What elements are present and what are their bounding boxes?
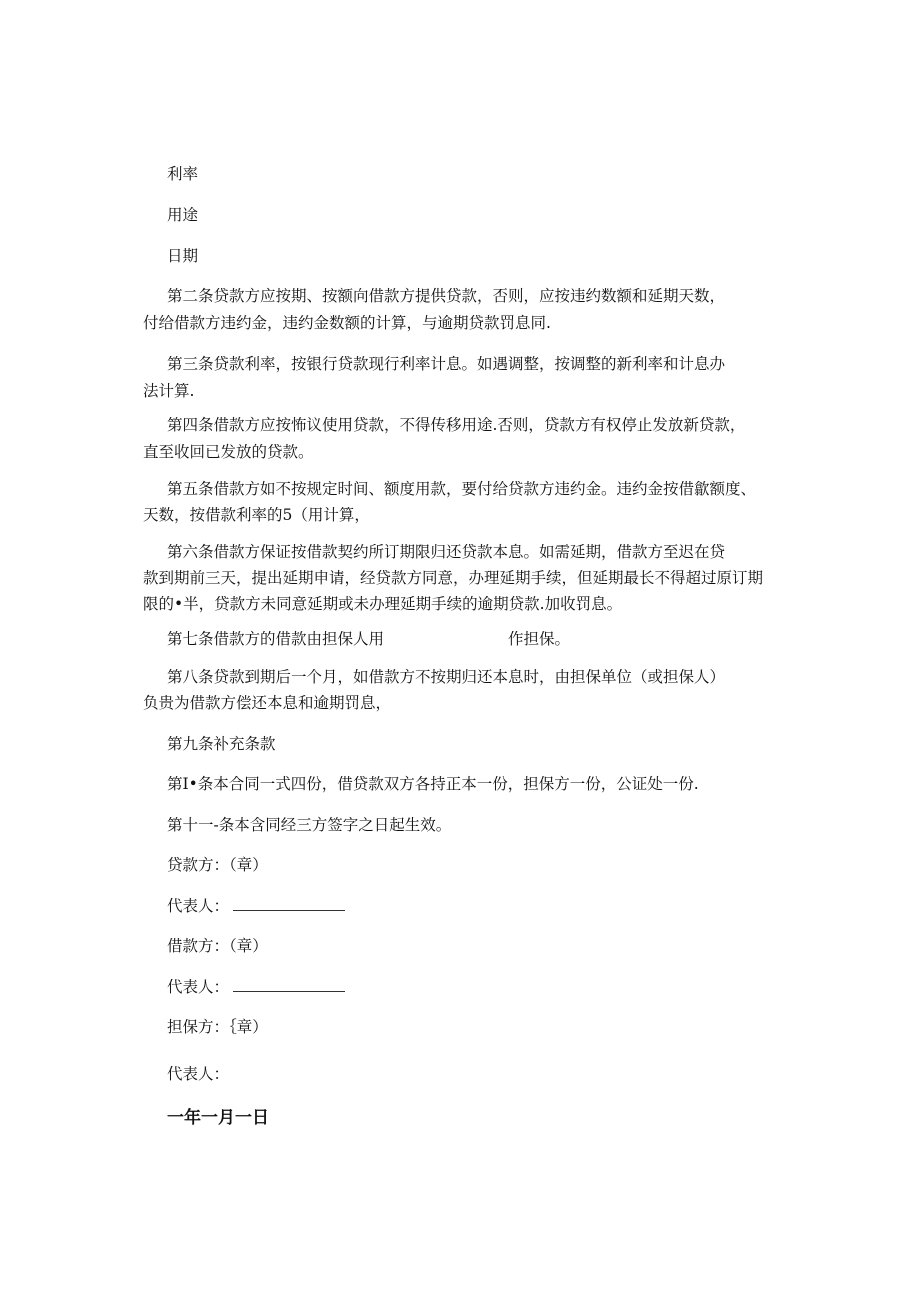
article-4-line-2: 直至收回已发放的贷款。 [143, 443, 314, 461]
guarantor-seal: 担保方：｛章） [167, 1018, 268, 1036]
article-10: 第I•条本合同一式四份，借贷款双方各持正本一份，担保方一份，公证处一份. [167, 775, 699, 793]
item-date: 日期 [167, 247, 199, 265]
article-3-line-1: 第三条贷款利率，按银行贷款现行利率计息。如遇调整，按调整的新利率和计息办 [167, 355, 726, 373]
lender-representative [167, 894, 345, 918]
lender-seal: 贷款方：（章） [167, 856, 268, 874]
lender-rep-label: 代表人： [167, 897, 230, 915]
signing-date: 一年一月一日 [167, 1108, 269, 1128]
article-7 [167, 627, 570, 651]
article-2-line-1: 第二条贷款方应按期、按额向借款方提供贷款，否则，应按违约数额和延期天数， [167, 287, 726, 305]
article-6-line-3: 限的•半，贷款方未同意延期或未办理延期手续的逾期贷款.加收罚息。 [143, 595, 623, 613]
article-5-line-2: 天数，按借款利率的5（用计算， [143, 506, 370, 524]
article-3-line-2: 法计算. [143, 382, 195, 400]
guarantor-representative: 代表人： [167, 1065, 230, 1083]
borrower-representative [167, 975, 345, 999]
article-6-line-2: 款到期前三天，提出延期申请，经贷款方同意，办理延期手续，但延期最长不得超过原订期 [143, 569, 764, 587]
article-6-line-1: 第六条借款方保证按借款契约所订期限归还贷款本息。如需延期，借款方至迟在贷 [167, 543, 726, 561]
article-4-line-1: 第四条借款方应按怖议使用贷款，不得传移用途.否则，贷款方有权停止发放新贷款， [167, 416, 746, 434]
article-5-line-1: 第五条借款方如不按规定时间、额度用款，要付给贷款方违约金。违约金按借歙额度、 [167, 480, 757, 498]
borrower-rep-signature-line[interactable] [233, 977, 345, 992]
article-11: 第十一-条本含同经三方签字之日起生效。 [167, 816, 452, 834]
article-2-line-2: 付给借款方违约金，违约金数额的计算，与逾期贷款罚息同. [143, 314, 551, 332]
article-8-line-2: 负贵为借款方偿还本息和逾期罚息， [143, 694, 392, 712]
borrower-rep-label: 代表人： [167, 978, 230, 996]
article-7-part-2: 作担保。 [508, 630, 571, 648]
article-9: 第九条补充条款 [167, 735, 276, 753]
item-rate: 利率 [167, 165, 199, 183]
borrower-seal: 借款方：（章） [167, 937, 268, 955]
item-purpose: 用途 [167, 206, 199, 224]
article-8-line-1: 第八条贷款到期后一个月，如借款方不按期归还本息时，由担保单位（或担保人） [167, 668, 726, 686]
lender-rep-signature-line[interactable] [233, 896, 345, 911]
article-7-part-1: 第七条借款方的借款由担保人用 [167, 630, 385, 648]
